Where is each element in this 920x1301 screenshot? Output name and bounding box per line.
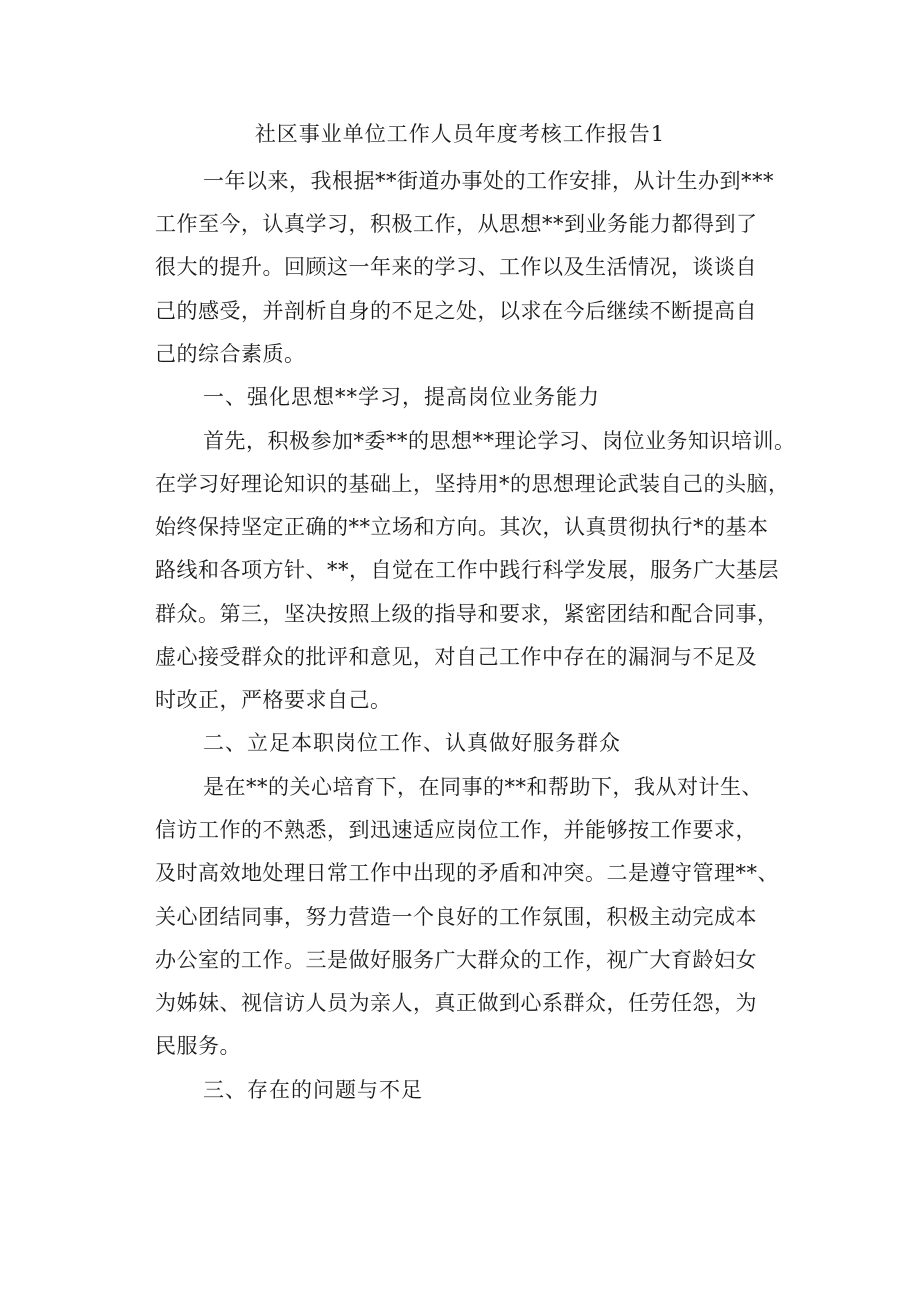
- paragraph-line: 关心团结同事，努力营造一个良好的工作氛围，积极主动完成本: [155, 905, 757, 929]
- section-heading: 二、立足本职岗位工作、认真做好服务群众: [203, 731, 621, 755]
- paragraph-line: 为姊妹、视信访人员为亲人，真正做到心系群众，任劳任怨，为: [155, 991, 757, 1015]
- section-heading: 一、强化思想**学习，提高岗位业务能力: [203, 385, 600, 409]
- paragraph-line: 办公室的工作。三是做好服务广大群众的工作，视广大育龄妇女: [155, 948, 757, 972]
- paragraph-line: 及时高效地处理日常工作中出现的矛盾和冲突。二是遵守管理**、: [155, 861, 779, 885]
- paragraph-line: 虚心接受群众的批评和意见，对自己工作中存在的漏洞与不足及: [155, 645, 757, 669]
- paragraph-line: 在学习好理论知识的基础上，坚持用*的思想理论武装自己的头脑，: [155, 472, 790, 496]
- paragraph-line: 群众。第三，坚决按照上级的指导和要求，紧密团结和配合同事，: [155, 602, 779, 626]
- document-title: 社区事业单位工作人员年度考核工作报告1: [254, 122, 666, 146]
- paragraph-line: 路线和各项方针、**，自觉在工作中践行科学发展，服务广大基层: [155, 558, 779, 582]
- paragraph-line: 很大的提升。回顾这一年来的学习、工作以及生活情况，谈谈自: [155, 255, 757, 279]
- paragraph-line: 信访工作的不熟悉，到迅速适应岗位工作，并能够按工作要求，: [155, 818, 757, 842]
- paragraph-line: 己的感受，并剖析自身的不足之处，以求在今后继续不断提高自: [155, 299, 757, 323]
- paragraph-line: 工作至今，认真学习，积极工作，从思想**到业务能力都得到了: [155, 212, 758, 236]
- paragraph-line: 己的综合素质。: [155, 342, 306, 366]
- paragraph-line: 始终保持坚定正确的**立场和方向。其次，认真贯彻执行*的基本: [155, 515, 769, 539]
- paragraph-line: 是在**的关心培育下，在同事的**和帮助下，我从对计生、: [203, 775, 763, 799]
- paragraph-line: 民服务。: [155, 1034, 241, 1058]
- paragraph-line: 首先，积极参加*委**的思想**理论学习、岗位业务知识培训。: [203, 429, 796, 453]
- section-heading: 三、存在的问题与不足: [203, 1078, 423, 1102]
- paragraph-line: 时改正，严格要求自己。: [155, 688, 392, 712]
- paragraph-line: 一年以来，我根据**街道办事处的工作安排，从计生办到***: [203, 169, 774, 193]
